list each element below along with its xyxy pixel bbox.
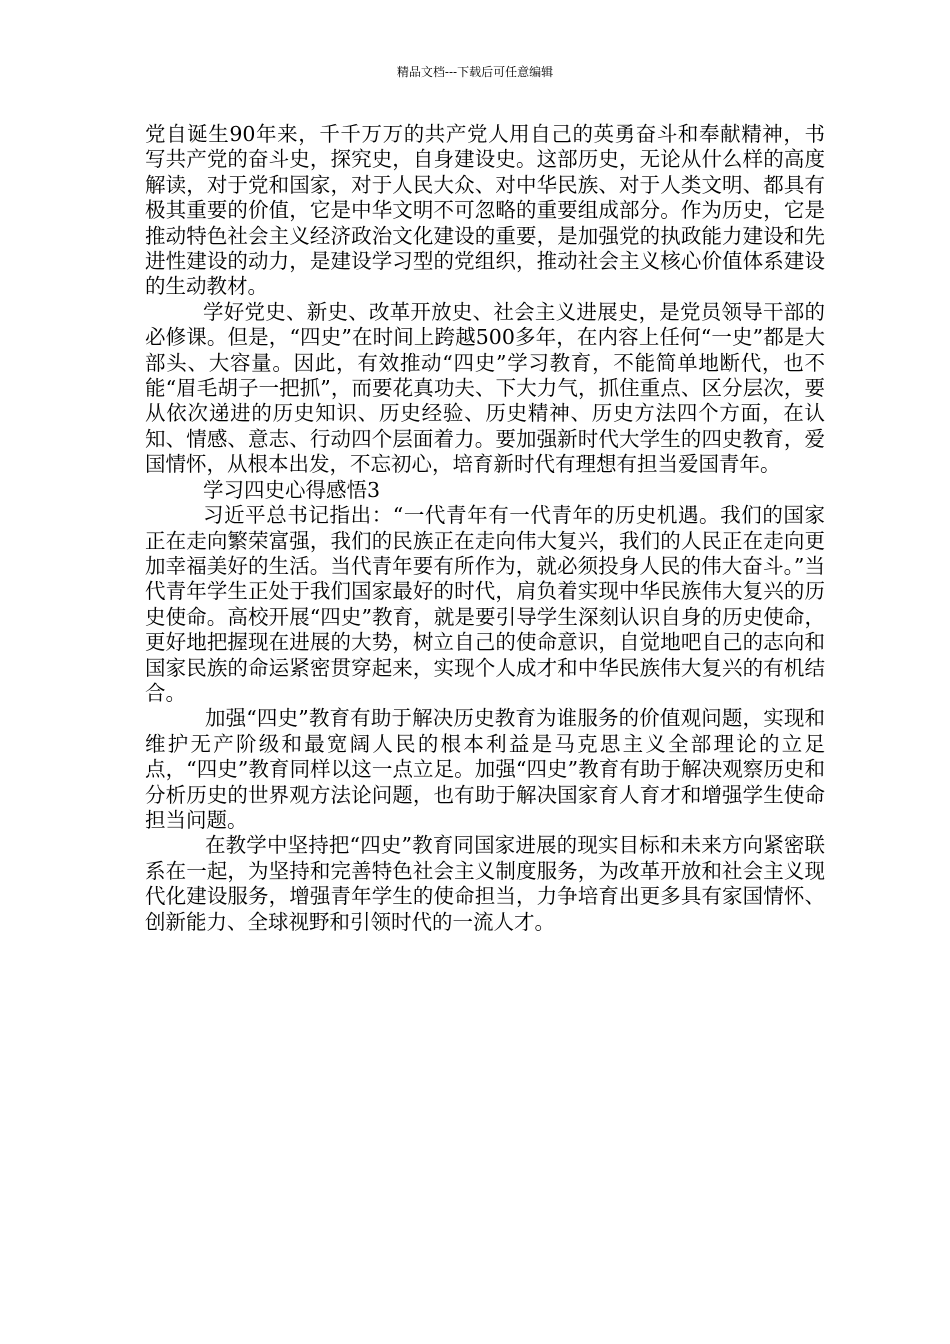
paragraph-5: 在教学中坚持把“四史”教育同国家进展的现实目标和未来方向紧密联系在一起，为坚持和完善特色社会主义制度服务，为改革开放和社会主义现代化建设服务，增强青年学生的使命担当，力争培育出更多具有家国情怀、创新能力、全球视野和引领时代的一流人才。 <box>145 833 825 934</box>
paragraph-4: 加强“四史”教育有助于解决历史教育为谁服务的价值观问题，实现和维护无产阶级和最宽阔人民的根本利益是马克思主义全部理论的立足点，“四史”教育同样以这一点立足。加强“四史”教育有助于解决观察历史和分析历史的世界观方法论问题，也有助于解决国家育人育才和增强学生使命担当问题。 <box>145 706 825 832</box>
page-header: 精品文档---下载后可任意编辑 <box>396 65 554 79</box>
paragraph-1: 党自诞生90年来，千千万万的共产党人用自己的英勇奋斗和奉献精神，书写共产党的奋斗史，探究史，自身建设史。这部历史，无论从什么样的高度解读，对于党和国家，对于人民大众、对中华民族、对于人类文明、都具有极其重要的价值，它是中华文明不可忽略的重要组成部分。作为历史，它是推动特色社会主义经济政治文化建设的重要，是加强党的执政能力建设和先进性建设的动力，是建设学习型的党组织，推动社会主义核心价值体系建设的生动教材。 <box>145 122 825 299</box>
document-body <box>145 122 825 935</box>
paragraph-3: 习近平总书记指出：“一代青年有一代青年的历史机遇。我们的国家正在走向繁荣富强，我们的民族正在走向伟大复兴，我们的人民正在走向更加幸福美好的生活。当代青年要有所作为，就必须投身人民的伟大奋斗。”当代青年学生正处于我们国家最好的时代，肩负着实现中华民族伟大复兴的历史使命。高校开展“四史”教育，就是要引导学生深刻认识自身的历史使命，更好地把握现在进展的大势，树立自己的使命意识，自觉地吧自己的志向和国家民族的命运紧密贯穿起来，实现个人成才和中华民族伟大复兴的有机结合。 <box>145 503 825 705</box>
section-heading: 学习四史心得感悟3 <box>203 477 381 502</box>
paragraph-2: 学好党史、新史、改革开放史、社会主义进展史，是党员领导干部的必修课。但是，“四史”在时间上跨越500多年，在内容上任何“一史”都是大部头、大容量。因此，有效推动“四史”学习教育，不能简单地断代，也不能“眉毛胡子一把抓”，而要花真功夫、下大力气，抓住重点、区分层次，要从依次递进的历史知识、历史经验、历史精神、历史方法四个方面，在认知、情感、意志、行动四个层面着力。要加强新时代大学生的四史教育，爱国情怀，从根本出发，不忘初心，培育新时代有理想有担当爱国青年。 <box>145 299 825 477</box>
